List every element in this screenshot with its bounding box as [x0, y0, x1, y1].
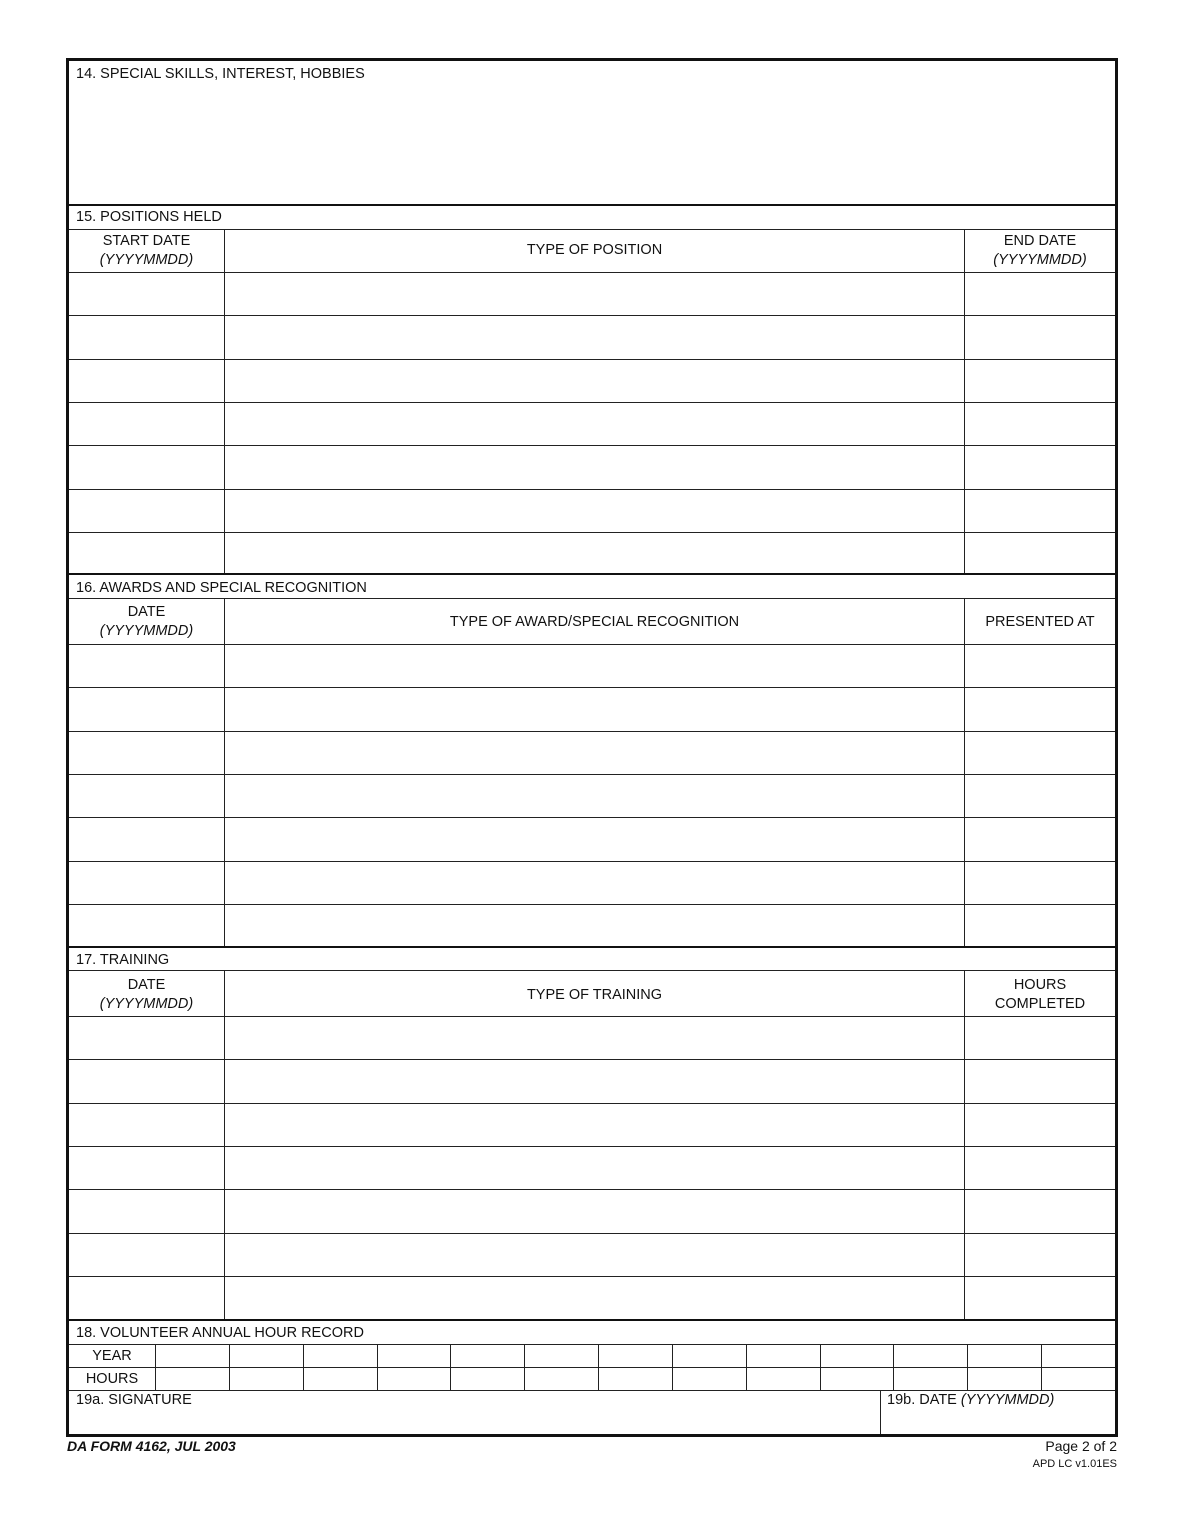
hours-cell-1[interactable] [155, 1368, 229, 1390]
positions-row-6-col-3[interactable] [965, 489, 1115, 532]
positions-row-3-col-2[interactable] [225, 359, 964, 402]
hours-cell-9[interactable] [746, 1368, 820, 1390]
year-cell-13[interactable] [1041, 1345, 1115, 1367]
awards-row-7-col-2[interactable] [225, 904, 964, 947]
year-cell-9[interactable] [746, 1345, 820, 1367]
positions-row-3-col-1[interactable] [69, 359, 224, 402]
awards-row-1-col-2[interactable] [225, 644, 964, 687]
year-row-label: YEAR [92, 1348, 132, 1364]
awards-row-5-col-2[interactable] [225, 817, 964, 860]
date-label [887, 1392, 1054, 1408]
hours-cell-8[interactable] [672, 1368, 746, 1390]
section-divider [69, 946, 1115, 948]
awards-row-7-col-3[interactable] [965, 904, 1115, 947]
training-row-3-col-2[interactable] [225, 1103, 964, 1146]
positions-row-5-col-1[interactable] [69, 445, 224, 488]
year-cell-6[interactable] [524, 1345, 598, 1367]
hours-cell-3[interactable] [303, 1368, 377, 1390]
divider [69, 204, 1115, 206]
section-divider [69, 1319, 1115, 1321]
training-row-1-col-1[interactable] [69, 1016, 224, 1059]
awards-row-4-col-1[interactable] [69, 774, 224, 817]
awards-row-1-col-3[interactable] [965, 644, 1115, 687]
awards-row-2-col-3[interactable] [965, 687, 1115, 730]
awards-row-6-col-2[interactable] [225, 861, 964, 904]
special-skills-field[interactable] [69, 83, 1115, 203]
awards-row-3-col-1[interactable] [69, 731, 224, 774]
positions-row-1-col-3[interactable] [965, 272, 1115, 315]
year-cell-3[interactable] [303, 1345, 377, 1367]
training-col-date [69, 976, 224, 1014]
training-row-5-col-3[interactable] [965, 1189, 1115, 1232]
col-sub: COMPLETED [994, 996, 1086, 1012]
positions-row-3-col-3[interactable] [965, 359, 1115, 402]
training-row-2-col-2[interactable] [225, 1059, 964, 1102]
training-col-type: TYPE OF TRAINING [526, 987, 663, 1003]
section16-label: 16. AWARDS AND SPECIAL RECOGNITION [76, 580, 367, 596]
positions-row-7-col-1[interactable] [69, 532, 224, 575]
training-row-2-col-3[interactable] [965, 1059, 1115, 1102]
positions-row-6-col-2[interactable] [225, 489, 964, 532]
year-cell-1[interactable] [155, 1345, 229, 1367]
year-cell-11[interactable] [893, 1345, 967, 1367]
section15-label: 15. POSITIONS HELD [76, 209, 222, 225]
signature-label: 19a. SIGNATURE [76, 1392, 192, 1408]
form-version: APD LC v1.01ES [1032, 1458, 1117, 1470]
awards-col-date [69, 603, 224, 641]
awards-row-3-col-2[interactable] [225, 731, 964, 774]
positions-row-7-col-3[interactable] [965, 532, 1115, 575]
signature-date-field[interactable] [881, 1411, 1115, 1434]
divider [69, 229, 1115, 230]
year-cell-7[interactable] [598, 1345, 672, 1367]
training-row-4-col-2[interactable] [225, 1146, 964, 1189]
positions-row-4-col-2[interactable] [225, 402, 964, 445]
hours-cell-10[interactable] [820, 1368, 894, 1390]
col-title: HOURS [1013, 977, 1067, 993]
training-row-1-col-2[interactable] [225, 1016, 964, 1059]
section18-label: 18. VOLUNTEER ANNUAL HOUR RECORD [76, 1325, 364, 1341]
section-divider [69, 573, 1115, 575]
positions-row-1-col-2[interactable] [225, 272, 964, 315]
training-row-3-col-3[interactable] [965, 1103, 1115, 1146]
hours-cell-2[interactable] [229, 1368, 303, 1390]
hours-cell-12[interactable] [967, 1368, 1041, 1390]
col-sub: (YYYYMMDD) [99, 252, 194, 268]
training-row-7-col-1[interactable] [69, 1276, 224, 1319]
hours-cell-13[interactable] [1041, 1368, 1115, 1390]
form-id: DA FORM 4162, JUL 2003 [67, 1438, 236, 1454]
training-col-hours [965, 976, 1115, 1014]
col-sub: (YYYYMMDD) [99, 623, 194, 639]
hours-cell-6[interactable] [524, 1368, 598, 1390]
awards-row-5-col-3[interactable] [965, 817, 1115, 860]
year-cell-10[interactable] [820, 1345, 894, 1367]
divider [69, 970, 1115, 971]
positions-row-4-col-3[interactable] [965, 402, 1115, 445]
training-row-1-col-3[interactable] [965, 1016, 1115, 1059]
col-title: END DATE [1003, 233, 1077, 249]
year-cell-12[interactable] [967, 1345, 1041, 1367]
awards-row-1-col-1[interactable] [69, 644, 224, 687]
section17-label: 17. TRAINING [76, 952, 170, 968]
year-cell-2[interactable] [229, 1345, 303, 1367]
date-format-hint: (YYYYMMDD) [960, 1392, 1055, 1408]
training-row-6-col-1[interactable] [69, 1233, 224, 1276]
positions-row-5-col-3[interactable] [965, 445, 1115, 488]
training-row-7-col-3[interactable] [965, 1276, 1115, 1319]
awards-col-presented-at: PRESENTED AT [985, 614, 1095, 630]
positions-row-4-col-1[interactable] [69, 402, 224, 445]
positions-row-1-col-1[interactable] [69, 272, 224, 315]
date-label-text: 19b. DATE [887, 1392, 957, 1408]
awards-row-6-col-3[interactable] [965, 861, 1115, 904]
section14-label: 14. SPECIAL SKILLS, INTEREST, HOBBIES [76, 66, 365, 82]
signature-field[interactable] [69, 1391, 880, 1434]
awards-row-4-col-2[interactable] [225, 774, 964, 817]
training-row-4-col-1[interactable] [69, 1146, 224, 1189]
positions-col-type: TYPE OF POSITION [526, 242, 663, 258]
training-row-3-col-1[interactable] [69, 1103, 224, 1146]
awards-row-5-col-1[interactable] [69, 817, 224, 860]
positions-col-end-date [965, 232, 1115, 270]
da-form-4162-page2 [66, 58, 1118, 1437]
positions-row-5-col-2[interactable] [225, 445, 964, 488]
awards-row-7-col-1[interactable] [69, 904, 224, 947]
positions-row-2-col-1[interactable] [69, 315, 224, 358]
positions-col-start-date [69, 232, 224, 270]
year-cell-5[interactable] [450, 1345, 524, 1367]
hours-cell-7[interactable] [598, 1368, 672, 1390]
awards-row-4-col-3[interactable] [965, 774, 1115, 817]
col-sub: (YYYYMMDD) [993, 252, 1087, 268]
hours-cell-4[interactable] [377, 1368, 451, 1390]
training-row-5-col-1[interactable] [69, 1189, 224, 1232]
training-row-6-col-3[interactable] [965, 1233, 1115, 1276]
awards-row-2-col-2[interactable] [225, 687, 964, 730]
awards-row-2-col-1[interactable] [69, 687, 224, 730]
training-row-6-col-2[interactable] [225, 1233, 964, 1276]
hours-cell-5[interactable] [450, 1368, 524, 1390]
divider [69, 598, 1115, 599]
awards-row-6-col-1[interactable] [69, 861, 224, 904]
training-row-4-col-3[interactable] [965, 1146, 1115, 1189]
awards-col-type: TYPE OF AWARD/SPECIAL RECOGNITION [449, 614, 740, 630]
training-row-2-col-1[interactable] [69, 1059, 224, 1102]
col-title: DATE [127, 604, 166, 620]
page-number: Page 2 of 2 [1045, 1438, 1117, 1454]
hours-row-label: HOURS [85, 1371, 139, 1387]
training-row-5-col-2[interactable] [225, 1189, 964, 1232]
training-row-7-col-2[interactable] [225, 1276, 964, 1319]
year-cell-8[interactable] [672, 1345, 746, 1367]
hours-cell-11[interactable] [893, 1368, 967, 1390]
col-sub: (YYYYMMDD) [99, 996, 194, 1012]
positions-row-7-col-2[interactable] [225, 532, 964, 575]
positions-row-6-col-1[interactable] [69, 489, 224, 532]
year-cell-4[interactable] [377, 1345, 451, 1367]
positions-row-2-col-2[interactable] [225, 315, 964, 358]
awards-row-3-col-3[interactable] [965, 731, 1115, 774]
col-title: DATE [127, 977, 166, 993]
col-title: START DATE [102, 233, 191, 249]
positions-row-2-col-3[interactable] [965, 315, 1115, 358]
